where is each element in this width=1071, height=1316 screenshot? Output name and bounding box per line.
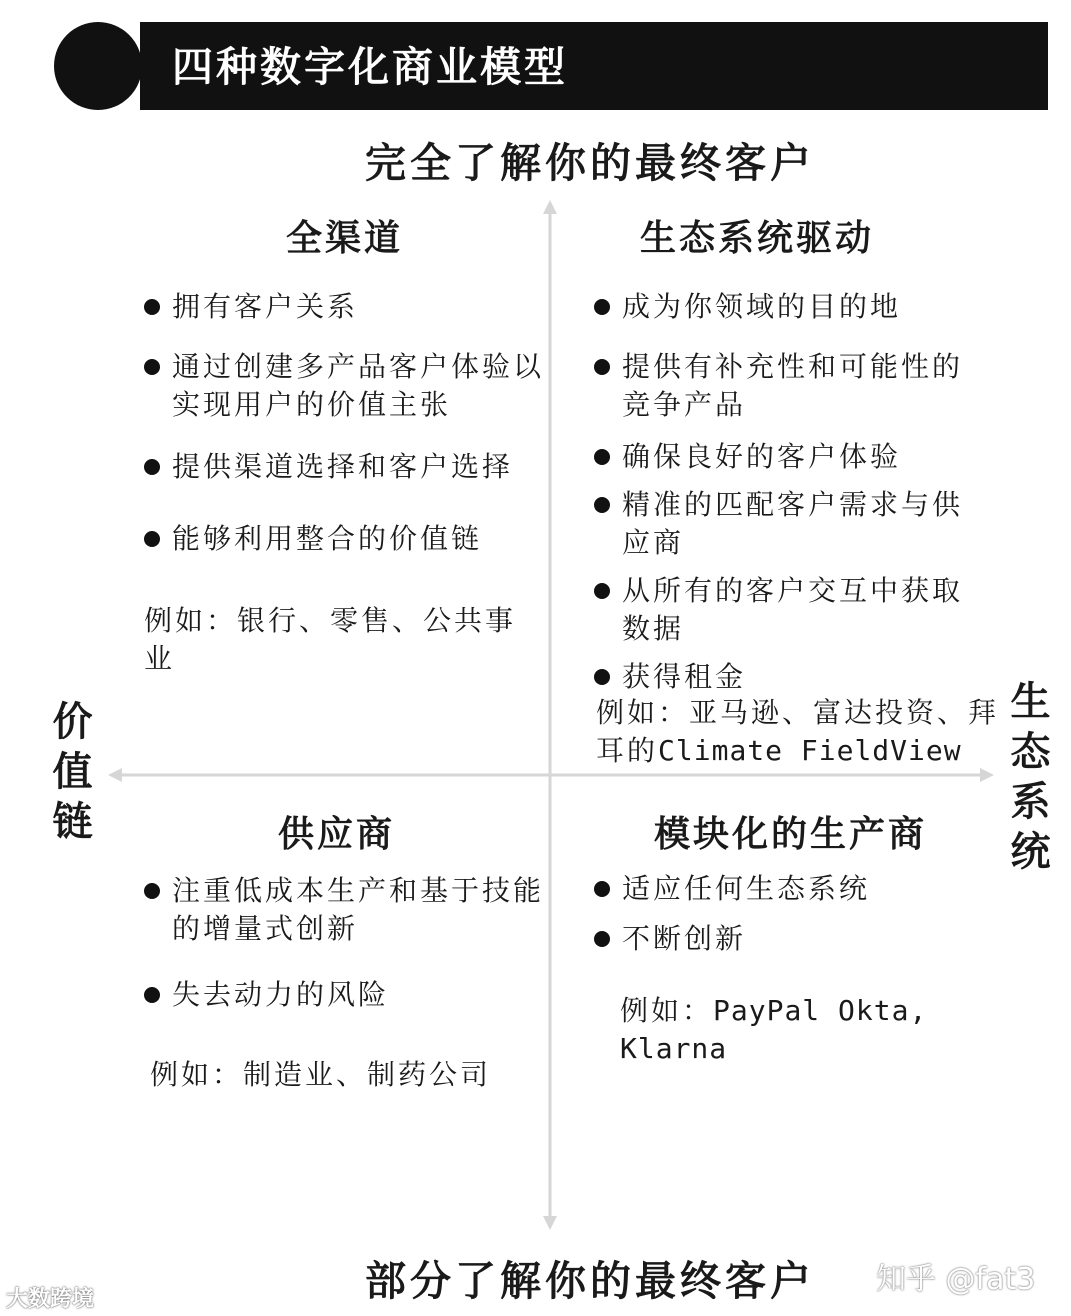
- bullet-icon: [594, 583, 610, 599]
- axis-label-bottom: 部分了解你的最终客户: [365, 1257, 815, 1305]
- list-item-text: 能够利用整合的价值链: [172, 522, 483, 555]
- quadrant-example-omnichannel: 例如：银行、零售、公共事业: [144, 604, 517, 675]
- bullet-icon: [594, 359, 610, 375]
- axis-label-right: 生态系统: [1004, 680, 1051, 880]
- list-item-text: 确保良好的客户体验: [622, 440, 902, 473]
- watermark-left: 大数跨境: [6, 1287, 95, 1312]
- list-item-text: 从所有的客户交互中获取数据: [622, 574, 964, 645]
- list-item: [144, 288, 544, 326]
- bullet-icon: [594, 449, 610, 465]
- quadrant-example-ecosystem-driver: [596, 694, 1016, 770]
- list-item-text: 成为你领域的目的地: [622, 290, 902, 323]
- list-item: [594, 438, 984, 476]
- quadrant-example-supplier: 例如：制造业、制药公司: [150, 1058, 492, 1091]
- quadrant-title-supplier: 供应商: [278, 813, 396, 855]
- list-item-text: 拥有客户关系: [172, 290, 359, 323]
- list-item: [144, 520, 544, 558]
- bullet-icon: [144, 459, 160, 475]
- bullet-icon: [594, 931, 610, 947]
- list-item-text: 提供有补充性和可能性的竞争产品: [622, 350, 964, 421]
- list-item-text: 不断创新: [622, 922, 747, 955]
- quadrant-list-omnichannel: [144, 288, 544, 580]
- list-item: [144, 976, 544, 1014]
- list-item: [144, 872, 544, 948]
- list-item: [594, 348, 984, 424]
- bullet-icon: [594, 881, 610, 897]
- list-item-text: 注重低成本生产和基于技能的增量式创新: [172, 874, 545, 945]
- list-item-text: 失去动力的风险: [172, 978, 390, 1011]
- quadrant-list-supplier: [144, 872, 544, 1036]
- list-item: [594, 572, 984, 648]
- horizontal-axis-arrow-left: [108, 768, 122, 782]
- list-item: [594, 658, 984, 696]
- list-item-text: 适应任何生态系统: [622, 872, 871, 905]
- example-text: 例如：: [620, 994, 714, 1027]
- bullet-icon: [144, 987, 160, 1003]
- watermark-right: 知乎 @fat3: [876, 1262, 1036, 1297]
- example-product-name: PayPal Okta, Klarna: [620, 994, 928, 1065]
- horizontal-axis-arrow-right: [980, 768, 994, 782]
- list-item-text: 获得租金: [622, 660, 747, 693]
- bullet-icon: [594, 299, 610, 315]
- quadrant-title-ecosystem-driver: 生态系统驱动: [640, 217, 875, 259]
- quadrant-title-modular-producer: 模块化的生产商: [654, 813, 928, 855]
- bullet-icon: [144, 359, 160, 375]
- axis-label-top: 完全了解你的最终客户: [365, 139, 815, 187]
- list-item: [594, 486, 984, 562]
- bullet-icon: [144, 883, 160, 899]
- page-title: 四种数字化商业模型: [172, 43, 568, 91]
- quadrant-list-modular-producer: [594, 870, 984, 970]
- example-text: 例如：亚马逊、富达投资、拜耳的: [596, 696, 1000, 767]
- list-item: [144, 348, 544, 424]
- quadrant-list-ecosystem-driver: [594, 288, 984, 706]
- list-item: [594, 870, 984, 908]
- vertical-axis-arrow-bottom: [543, 1216, 557, 1230]
- quadrant-title-omnichannel: 全渠道: [286, 217, 404, 259]
- list-item-text: 精准的匹配客户需求与供应商: [622, 488, 964, 559]
- list-item: [594, 920, 984, 958]
- example-product-name: Climate FieldView: [658, 734, 962, 767]
- list-item-text: 提供渠道选择和客户选择: [172, 450, 514, 483]
- axis-label-left: 价值链: [46, 700, 93, 850]
- list-item: [144, 448, 544, 486]
- list-item-text: 通过创建多产品客户体验以实现用户的价值主张: [172, 350, 545, 421]
- vertical-axis-arrow-top: [543, 200, 557, 214]
- bullet-icon: [594, 497, 610, 513]
- quadrant-example-modular-producer: [620, 992, 980, 1068]
- bullet-icon: [144, 531, 160, 547]
- list-item: [594, 288, 984, 326]
- bullet-icon: [594, 669, 610, 685]
- bullet-icon: [144, 299, 160, 315]
